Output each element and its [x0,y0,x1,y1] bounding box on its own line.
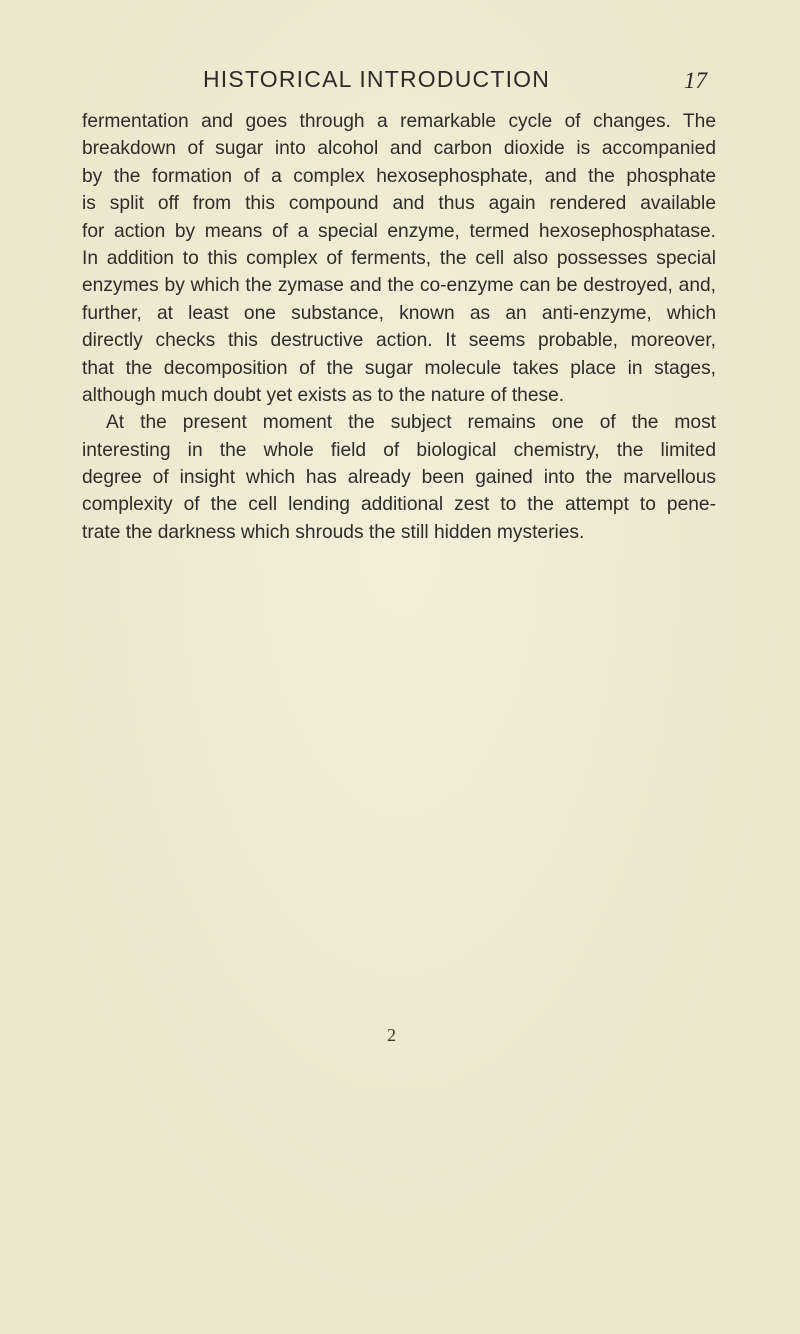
running-head [0,66,800,106]
body-text [82,108,716,546]
text-line: complexity of the cell lending additional zest to the attempt to pene- [82,494,716,516]
paragraph [82,108,716,409]
text-line: trate the darkness which shrouds the still hidden mysteries. [82,521,585,543]
text-line: breakdown of sugar into alcohol and carbon dioxide is accompanied [82,138,716,160]
text-line: interesting in the whole field of biological chemistry, the limited [82,439,716,461]
text-line: enzymes by which the zymase and the co-enzyme can be destroyed, and, [82,275,716,297]
text-line: although much doubt yet exists as to the nature of these. [82,384,565,406]
text-line: At the present moment the subject remains one of the most [106,412,716,434]
text-line: further, at least one substance, known as an anti-enzyme, which [82,302,716,324]
paragraph [82,409,716,546]
page-number: 17 [684,68,707,93]
text-line: directly checks this destructive action. It seems probable, moreover, [82,330,716,352]
text-line: degree of insight which has already been gained into the marvellous [82,467,716,489]
signature-mark: 2 [387,1025,396,1045]
running-title: HISTORICAL INTRODUCTION [203,66,551,92]
text-line: fermentation and goes through a remarkable cycle of changes. The [82,111,716,132]
text-line: for action by means of a special enzyme, termed hexosephosphatase. [82,220,716,242]
text-line: that the decomposition of the sugar molecule takes place in stages, [82,357,716,379]
text-line: is split off from this compound and thus again rendered available [82,193,716,215]
text-line: by the formation of a complex hexosephosphate, and the phosphate [82,165,716,187]
text-line: In addition to this complex of ferments, the cell also possesses special [82,247,716,269]
